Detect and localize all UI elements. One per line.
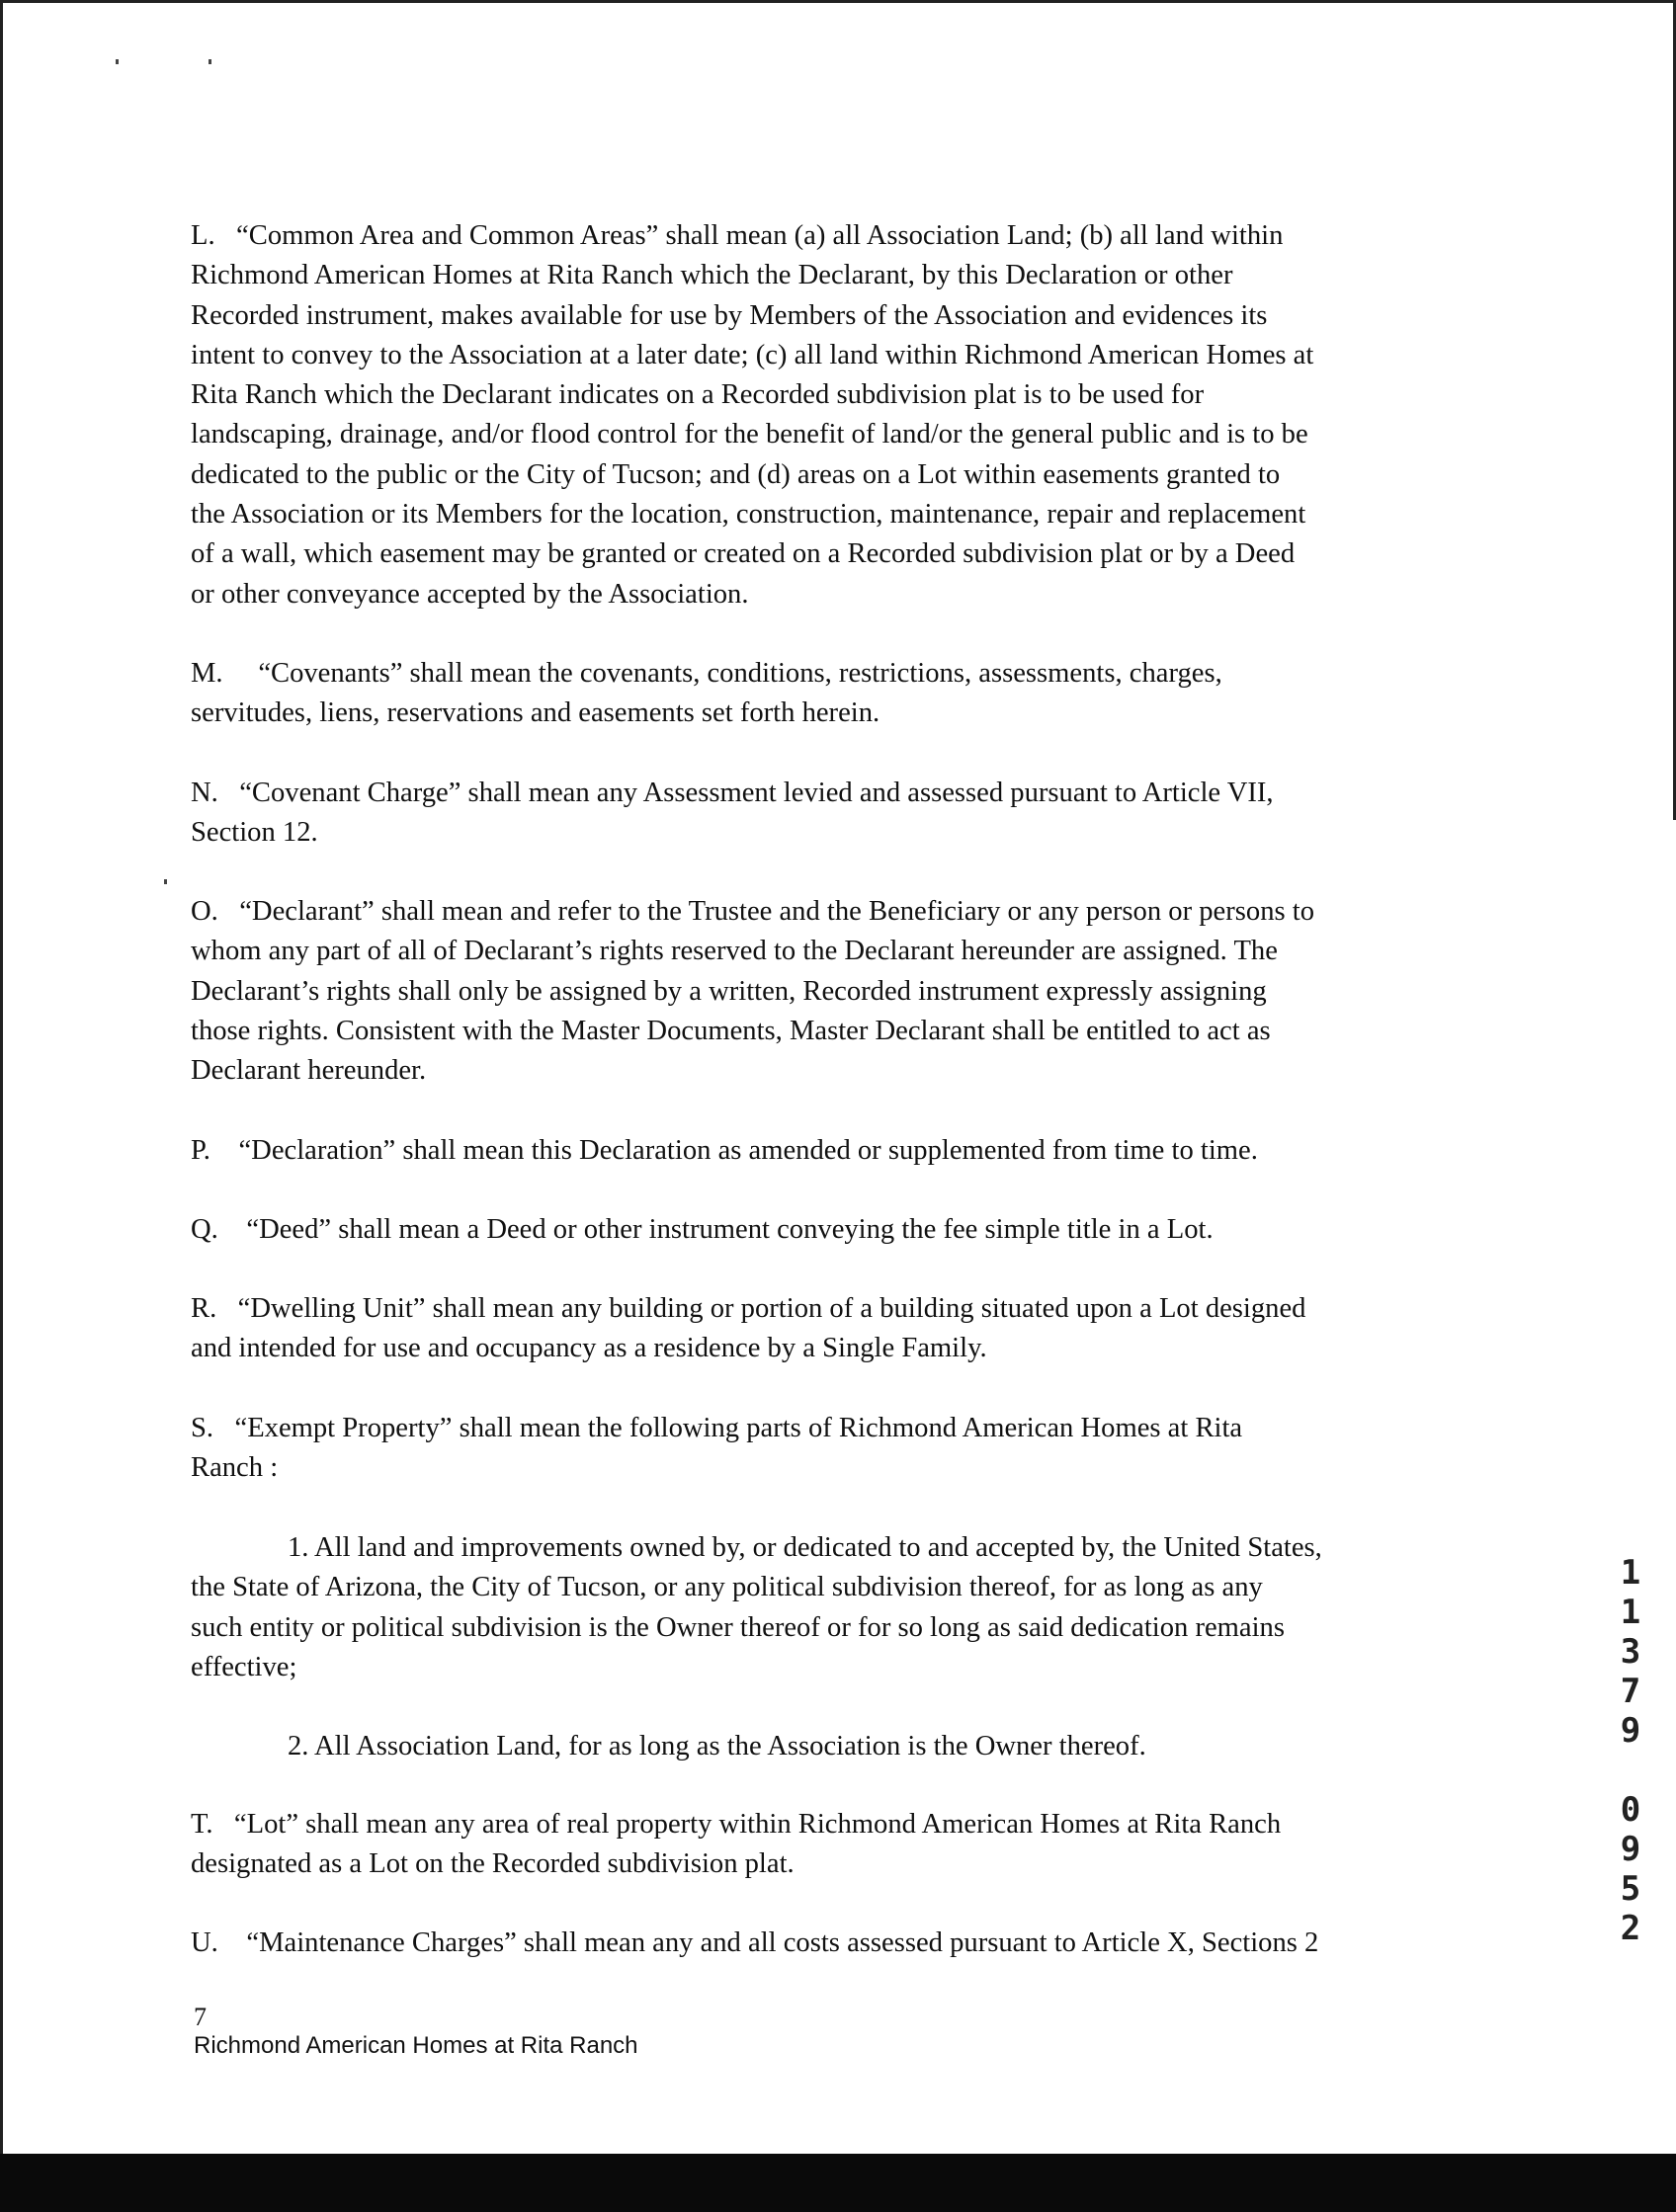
page-number: 7 bbox=[194, 2003, 207, 2031]
text-line: Richmond American Homes at Rita Ranch which the Declarant, by this Declaration or other bbox=[191, 260, 1233, 291]
stamp-digit: 5 bbox=[1620, 1869, 1641, 1909]
text-line: N. “Covenant Charge” shall mean any Assessment levied and assessed pursuant to Article VII, bbox=[191, 778, 1274, 808]
text-line: P. “Declaration” shall mean this Declaration as amended or supplemented from time to time. bbox=[191, 1135, 1258, 1166]
text-line: or other conveyance accepted by the Association. bbox=[191, 578, 749, 610]
text-line: Declarant’s rights shall only be assigned by a written, Recorded instrument expressly assigning bbox=[191, 975, 1267, 1007]
text-line: 1. All land and improvements owned by, or dedicated to and accepted by, the United States, bbox=[288, 1532, 1322, 1563]
text-line: such entity or political subdivision is the Owner thereof or for so long as said dedication remains bbox=[191, 1611, 1285, 1643]
scan-speck bbox=[209, 59, 211, 64]
text-line: S. “Exempt Property” shall mean the following parts of Richmond American Homes at Rita bbox=[191, 1413, 1243, 1443]
definition-R bbox=[191, 1289, 1515, 1369]
definition-S bbox=[191, 1409, 1515, 1489]
scan-bottom-band bbox=[0, 2154, 1676, 2212]
text-line: 2. All Association Land, for as long as the Association is the Owner thereof. bbox=[288, 1731, 1146, 1761]
text-line: O. “Declarant” shall mean and refer to the Trustee and the Beneficiary or any person or persons to bbox=[191, 896, 1315, 927]
stamp-digit: 9 bbox=[1620, 1711, 1641, 1751]
text-line: Ranch : bbox=[191, 1452, 279, 1484]
scan-speck bbox=[164, 879, 167, 884]
text-line bbox=[191, 1727, 1515, 1766]
stamp-digit: 1 bbox=[1620, 1553, 1641, 1593]
text-line: Section 12. bbox=[191, 817, 318, 849]
text-line: M. “Covenants” shall mean the covenants, conditions, restrictions, assessments, charges, bbox=[191, 658, 1222, 689]
text-line: R. “Dwelling Unit” shall mean any building or portion of a building situated upon a Lot designed bbox=[191, 1293, 1306, 1324]
definition-Q bbox=[191, 1210, 1515, 1250]
definition-O bbox=[191, 892, 1515, 1091]
definition-M bbox=[191, 654, 1515, 734]
exempt-property-item-2 bbox=[191, 1727, 1515, 1766]
stamp-digit: 0 bbox=[1620, 1790, 1641, 1830]
text-line: servitudes, liens, reservations and easements set forth herein. bbox=[191, 697, 880, 729]
exempt-property-item-1 bbox=[191, 1528, 1515, 1687]
text-line: Recorded instrument, makes available for use by Members of the Association and evidences its bbox=[191, 299, 1268, 331]
definition-L bbox=[191, 216, 1515, 614]
text-line: U. “Maintenance Charges” shall mean any and all costs assessed pursuant to Article X, Sections 2 bbox=[191, 1927, 1319, 1958]
text-line: Declarant hereunder. bbox=[191, 1055, 427, 1087]
text-line: those rights. Consistent with the Master Documents, Master Declarant shall be entitled to act as bbox=[191, 1015, 1271, 1046]
text-line: and intended for use and occupancy as a residence by a Single Family. bbox=[191, 1333, 987, 1364]
text-line: landscaping, drainage, and/or flood control for the benefit of land/or the general public and is to be bbox=[191, 419, 1308, 451]
text-line: intent to convey to the Association at a later date; (c) all land within Richmond American Homes at bbox=[191, 339, 1314, 370]
footer-title: Richmond American Homes at Rita Ranch bbox=[194, 2032, 638, 2059]
stamp-digit: 1 bbox=[1620, 1593, 1641, 1632]
text-line bbox=[191, 1528, 1515, 1568]
text-line: Rita Ranch which the Declarant indicates on a Recorded subdivision plat is to be used for bbox=[191, 379, 1205, 411]
stamp-digit bbox=[1618, 1751, 1643, 1790]
text-line: whom any part of all of Declarant’s rights reserved to the Declarant hereunder are assigned. The bbox=[191, 936, 1278, 967]
text-line: L. “Common Area and Common Areas” shall mean (a) all Association Land; (b) all land within bbox=[191, 220, 1284, 251]
scan-border-left bbox=[0, 0, 3, 2212]
stamp-digit: 2 bbox=[1620, 1909, 1641, 1948]
text-line: dedicated to the public or the City of Tucson; and (d) areas on a Lot within easements granted to bbox=[191, 458, 1281, 490]
text-line: the State of Arizona, the City of Tucson, or any political subdivision thereof, for as long as any bbox=[191, 1572, 1263, 1603]
scan-speck bbox=[116, 59, 119, 64]
definition-N bbox=[191, 774, 1515, 854]
text-line: T. “Lot” shall mean any area of real property within Richmond American Homes at Rita Ranch bbox=[191, 1809, 1282, 1840]
definition-U bbox=[191, 1924, 1515, 1963]
stamp-digit: 7 bbox=[1620, 1672, 1641, 1711]
stamp-digit: 9 bbox=[1620, 1830, 1641, 1869]
recording-stamp bbox=[1618, 1553, 1643, 1948]
text-line: the Association or its Members for the location, construction, maintenance, repair and replacement bbox=[191, 499, 1306, 531]
text-line: of a wall, which easement may be granted or created on a Recorded subdivision plat or by a Deed bbox=[191, 538, 1296, 570]
text-line: designated as a Lot on the Recorded subdivision plat. bbox=[191, 1848, 795, 1880]
definition-P bbox=[191, 1131, 1515, 1171]
scan-border-top bbox=[0, 0, 1676, 3]
stamp-digit: 3 bbox=[1620, 1632, 1641, 1672]
text-line: effective; bbox=[191, 1651, 297, 1682]
text-line: Q. “Deed” shall mean a Deed or other instrument conveying the fee simple title in a Lot. bbox=[191, 1214, 1214, 1245]
definition-T bbox=[191, 1805, 1515, 1885]
